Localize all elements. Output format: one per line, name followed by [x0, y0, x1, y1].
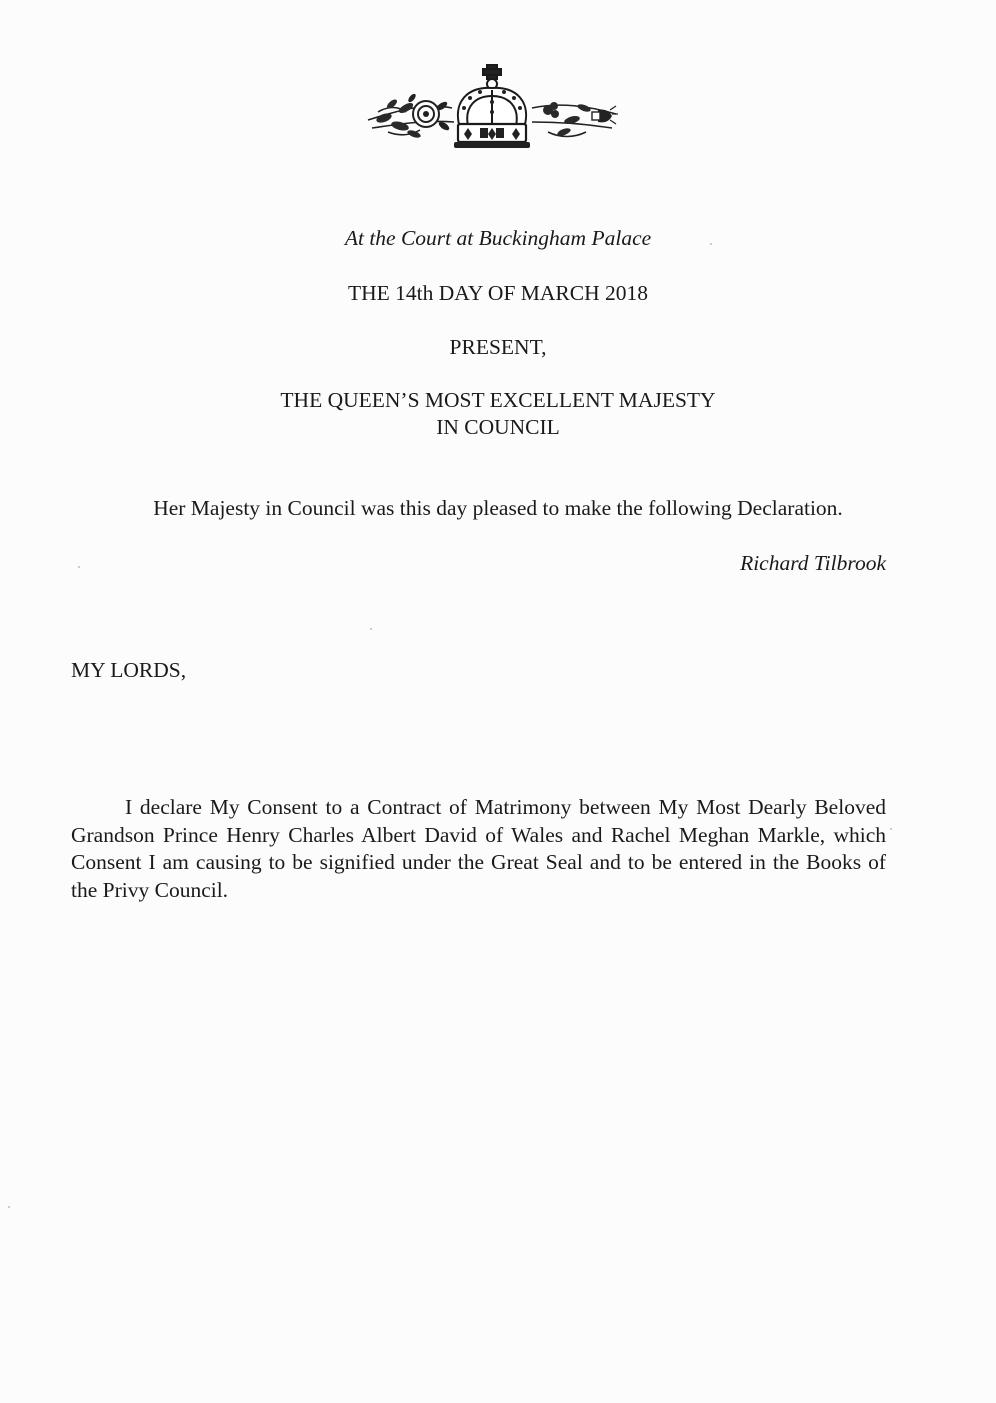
- council-date: THE 14th DAY OF MARCH 2018: [347, 281, 649, 305]
- court-location: At the Court at Buckingham Palace: [344, 226, 652, 250]
- majesty-heading-line1: THE QUEEN’S MOST EXCELLENT MAJESTY: [280, 388, 716, 412]
- declaration-intro: Her Majesty in Council was this day pleased to make the following Declaration.: [153, 496, 843, 520]
- signatory-name: Richard Tilbrook: [740, 551, 886, 575]
- scan-speck: [8, 1206, 10, 1208]
- royal-crown-emblem-icon: [364, 62, 620, 154]
- scan-speck: [78, 566, 80, 568]
- majesty-heading-line2: IN COUNCIL: [436, 415, 560, 439]
- scan-speck: [370, 628, 372, 630]
- scan-speck: [710, 243, 712, 245]
- declaration-body: I declare My Consent to a Contract of Matrimony between My Most Dearly Beloved Grandson Prince Henry Charles Albert David of Wales and Rachel Meghan Markle, which Consent I am causing to be signified under the Great Seal and to be entered in the Books of the Privy Council.: [71, 795, 886, 902]
- salutation: MY LORDS,: [71, 658, 187, 682]
- present-heading: PRESENT,: [449, 335, 547, 359]
- scan-speck: [890, 828, 892, 830]
